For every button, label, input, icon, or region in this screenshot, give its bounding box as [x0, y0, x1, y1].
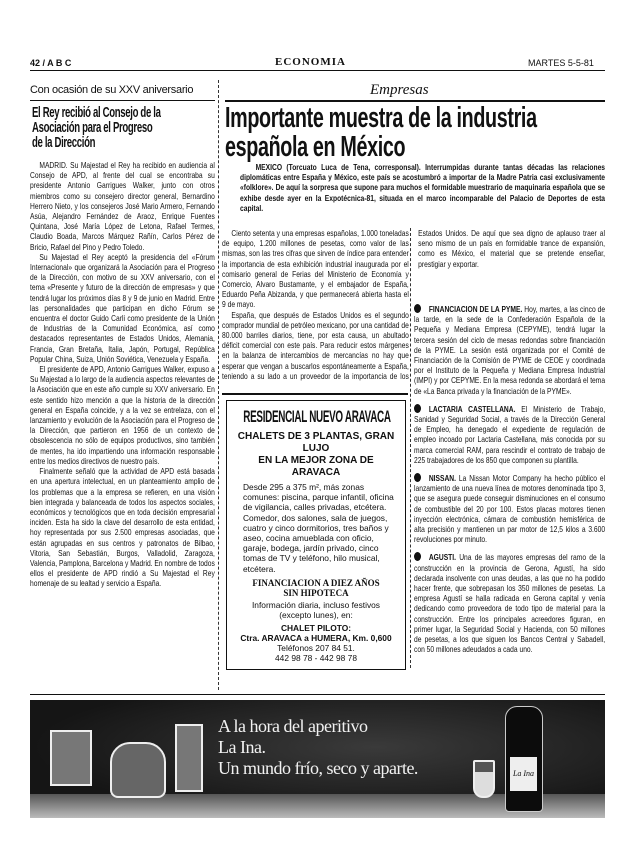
ad-bullet: Comedor, dos salones, sala de juegos, cuatro y cinco dormitorios, tres baños y aseo, cocina amueblada con oficio, garaje, bodega, jardín privado, cinco tomas de TV y teléfono, hilo musical, etcétera.	[243, 512, 389, 574]
ad-bullet: Desde 295 a 375 m², más zonas comunes: piscina, parque infantil, oficina de vigilancia, calles privadas, etcétera.	[243, 482, 394, 513]
slogan-line: La Ina.	[218, 737, 266, 757]
lead-paragraph: MEXICO (Torcuato Luca de Tena, corresponsal). Interrumpidas durante tantas décadas las relaciones diplomáticas entre España y México, este país se acostumbró a importar de la Madre Patria casi exclusivamente «folklore». De aquí la sorpresa que supone para muchos el formidable muestrario de maquinaria española que se exhibe desde ayer en la Expotécnica-81, situada en el marco incomparable del Palacio de Deportes de esta capital.	[240, 162, 606, 213]
ad-info: Información diaria, incluso festivos (excepto lunes), en:	[251, 599, 380, 620]
left-headline	[32, 106, 215, 151]
bottom-rule	[30, 694, 605, 695]
ad-phones: Teléfonos 207 84 51.	[277, 642, 355, 653]
sherry-ad	[30, 700, 605, 818]
news-item	[414, 552, 605, 654]
item-text: Hoy, martes, a las cinco de la tarde, en la sede de la Confederación Española de la Pequeña y Mediana Empresa (CEPYME), tendrá lugar la tercera sesión del ciclo de mesas redondas sobre financiación de la PYME. La sesión está organizada por el Comité de Financiación de la Comisión de PYME de CEOE y coordinada por el Instituto de la Pequeña y Mediana Empresa Industrial (IMPI) y por CEPYME. En la mesa redonda se abordará el tema de «La Banca privada y la financiación de la PYME».	[414, 304, 606, 396]
ad-subtitle: CHALETS DE 3 PLANTAS, GRAN LUJO	[237, 431, 395, 454]
news-item	[414, 304, 605, 396]
column-divider	[410, 228, 411, 668]
ad-financing: SIN HIPOTECA	[283, 587, 349, 598]
ad-slogan	[218, 716, 418, 779]
slogan-line: Un mundo frío, seco y aparte.	[218, 758, 418, 778]
glass-icon	[110, 742, 166, 798]
paragraph: El presidente de APD, Antonio Garrigues Walker, expuso a Su Majestad a lo largo de la audiencia aspectos relevantes de la Asociación que en este año cumple su XXV aniversario. En este sentido hizo mención a que la historia de la dirección general en España coincide, y a la vez se entrelaza, con el lanzamiento y evolución de la Asociación para el Progreso de la Dirección, que partieron en 1956 de un contexto de obsolescencia no sólo de equipos productivos, sino también de mentes, ha ido impartiendo una información responsable entre los medios directivos de nuestro país.	[30, 364, 215, 466]
ad-financing: FINANCIACION A DIEZ AÑOS	[252, 577, 380, 588]
news-item	[414, 473, 605, 544]
left-article-body	[30, 160, 215, 589]
item-title: AGUSTI.	[428, 552, 457, 563]
bullet-icon	[414, 552, 421, 561]
ad-pilot: CHALET PILOTO:	[280, 622, 352, 633]
item-title: FINANCIACION DE LA PYME.	[428, 304, 523, 314]
headline-line: española en México	[225, 131, 406, 163]
paragraph: MADRID. Su Majestad el Rey ha recibido en audiencia al Consejo de APD, al frente del cual se encontraba su presidente Antonio Garrigues Walker, junto con otros miembros como su consejero director general, Bernardino Herrero Nieto, y los consejeros José Mario Armero, Fernando Asúa, Alejandro Fernández de Araoz, Enrique Fuentes Quintana, José María López de Letona, Rafael Termes, Claudio Boada, Marcos Márquez Rañín, Carlos Pérez de Bricio, Rafael del Pino y Pedro Toledo.	[30, 160, 215, 252]
section-title: ECONOMIA	[275, 56, 346, 68]
item-title: LACTARIA CASTELLANA.	[428, 403, 516, 414]
ad-subtitle: EN LA MEJOR ZONA DE ARAVACA	[258, 455, 374, 478]
ad-address: Ctra. ARAVACA a HUMERA, Km. 0,600	[240, 632, 392, 643]
ad-title: RESIDENCIAL NUEVO ARAVACA	[243, 407, 391, 426]
item-text: La Nissan Motor Company ha hecho público el lanzamiento de una nueva línea de motores denominada tipo 3, que se asegura puede conseguir disminuciones en el consumo de combustible del 20 por 100. Estos placas motores tienen inyección electrónica, cámara de combustión hemisférica de alta precisión y mantienen un par motor de 12,5 kilos a 3.600 revoluciones por minuto.	[414, 473, 606, 545]
bullet-icon	[414, 304, 421, 313]
sherry-glass-icon	[473, 760, 495, 798]
header-rule	[30, 70, 605, 71]
brief-news	[414, 304, 605, 663]
item-title: NISSAN.	[428, 473, 457, 484]
section-label: Empresas	[370, 82, 429, 98]
main-headline	[225, 104, 620, 162]
paragraph: España, que después de Estados Unidos es el segundo comprador mundial de petróleo mexicano, por una cantidad de 80.000 barriles diarios, tiene, por esta causa, un abultado déficit comercial con este país. Para reducir estos márgenes en la balanza de intercambios de mercancías no hay que esperar que vengan a buscarlos espontáneamente a España, teniendo a su lado a un proveedor de la importancia de los Estados Unidos. De aquí que sea digno de aplauso traer al seno mismo de un país en formidable trance de expansión, como es México, el material que se pretende enseñar, prestigiar y exportar.	[222, 228, 605, 381]
item-text: El Ministerio de Trabajo, Sanidad y Seguridad Social, a través de la Dirección General de Empleo, ha denegado el expediente de regulación de empleo incoado por Lactaria Castellana, más conocida por su marca comercial RAM, para rescindir el contrato de trabajo de 225 trabajadores de los 850 que componen su plantilla.	[414, 403, 606, 465]
headline-line: de la Dirección	[32, 135, 96, 151]
kicker: Con ocasión de su XXV aniversario	[30, 84, 194, 96]
paragraph: Finalmente señaló que la actividad de APD está basada en una apertura intelectual, en un planteamiento amplio de los problemas que a la empresa se refieren, en una visión bien integrada y balanceada de todos los aspectos sociales, económicos y tecnológicos que en toda decisión empresarial inciden. Esta ha sido la clave del desarrollo de esta entidad, hoy representada por sus 2.500 empresas asociadas, que están agrupadas en sus centros y patronatos de Bilbao, Vitoria, San Sebastián, Burgos, Valladolid, Zaragoza, Valencia, Pamplona, Barcelona y Madrid. En nombre de todos ellos el presidente de APD rindió a Su Majestad el Rey homenaje de su lealtad y servicio a España.	[30, 466, 215, 589]
bullet-icon	[414, 473, 421, 482]
glass-icon	[50, 730, 92, 786]
bottle-label: La Ina	[510, 757, 537, 791]
news-item	[414, 404, 605, 465]
slogan-line: A la hora del aperitivo	[218, 716, 368, 736]
kicker-rule	[30, 100, 215, 101]
issue-date: MARTES 5-5-81	[528, 58, 594, 68]
headline-line: El Rey recibió al Consejo de la	[32, 105, 161, 121]
real-estate-ad	[226, 400, 406, 670]
item-text: Una de las mayores empresas del ramo de la construcción en la provincia de Gerona, Agustí, ha sido declarada insolvente con unas deudas, a las que no ha podido hacer frente, que sobrepasan los 350 millones de pesetas. La empresa Agustí se halla radicada en Gerona capital y venía dedicando como proveedora de todo tipo de material para la construcción. Entre los principales acreedores figuran, en primer lugar, la Seguridad Social y Hacienda, con 50 millones de pesetas, a los que siguen los Bancos Central y Sabadell, con 50 millones adeudados a cada uno.	[414, 552, 606, 655]
page-number: 42 / A B C	[30, 58, 72, 68]
bottle-icon	[505, 706, 543, 812]
ad-rule	[222, 393, 408, 395]
paragraph: Su Majestad el Rey aceptó la presidencia del «Fórum Internacional» que organizará la Asociación para el Progreso de la Dirección, con motivo de su XXV aniversario, con el tema «Presente y futuro de la dirección de empresas» y que tendrá lugar los próximos días 8 y 9 de junio en Madrid. Entre las personalidades que participan en dicho Fórum se encuentra el doctor Guido Carli como presidente de la Unión de Industrias de la Comunidad Económica, así como destacados representantes de Estados Unidos, Alemania, Francia, Gran Bretaña, Italia, Japón, Portugal, República Popular China, Suiza, Unión Soviética, Venezuela y España.	[30, 251, 215, 364]
bullet-icon	[414, 404, 421, 413]
paragraph: Ciento setenta y una empresas españolas, 1.000 toneladas de equipo, 1.200 millones de pesetas, como valor de las mismas, son las tres cifras que sirven de índice para entender la importancia de esta exhibición industrial inaugurada por el comisario general de Ferias del Ministerio de Economía y Comercio, Alvaro Bustamante, y el embajador de España, Eduardo Peña Abizanda, y que permanecerá abierta hasta el 9 de mayo.	[222, 228, 409, 310]
column-divider	[218, 80, 219, 690]
ad-phones: 442 98 78 - 442 98 78	[275, 652, 357, 663]
headline-line: Asociación para el Progreso	[32, 120, 153, 136]
headline-line: Importante muestra de la industria	[225, 102, 537, 134]
glass-icon	[175, 724, 203, 792]
